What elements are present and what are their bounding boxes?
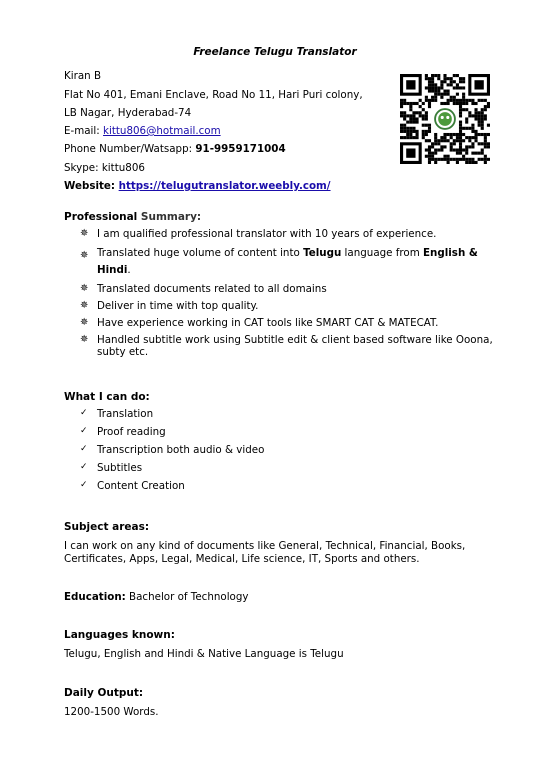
can-do-heading: What I can do:: [64, 391, 150, 403]
summary-heading: Professional Summary:: [64, 211, 202, 223]
phone-number: 91-9959171004: [195, 143, 286, 155]
list-item: ✵ Translated documents related to all domains: [80, 283, 327, 295]
list-item: ✓ Subtitles: [80, 462, 143, 474]
list-item: ✓ Translation: [80, 408, 154, 420]
list-item: ✓ Transcription both audio & video: [80, 444, 265, 456]
asterisk-bullet-icon: ✵: [80, 250, 89, 261]
checkmark-icon: ✓: [80, 408, 88, 418]
asterisk-bullet-icon: ✵: [80, 283, 89, 294]
asterisk-bullet-icon: ✵: [80, 228, 89, 239]
page-title: Freelance Telugu Translator: [193, 46, 357, 58]
languages-heading: Languages known:: [64, 629, 175, 641]
phone-line: [64, 143, 286, 155]
asterisk-bullet-icon: ✵: [80, 300, 89, 311]
list-item: ✓ Proof reading: [80, 426, 166, 438]
summary-list: [64, 228, 493, 358]
website-link[interactable]: https://telugutranslator.weebly.com/: [118, 180, 331, 192]
list-item: ✓ Content Creation: [80, 480, 185, 492]
list-item: ✵ Handled subtitle work using Subtitle edit & client based software like Ooona, subty etc.: [80, 334, 493, 358]
list-item: ✵ I am qualified professional translator with 10 years of experience.: [80, 228, 437, 240]
subject-text: I can work on any kind of documents like General, Technical, Financial, Books, Certificates, Apps, Legal, Medical, Life science, IT, Sports and others.: [64, 540, 466, 565]
education-value: Bachelor of Technology: [129, 591, 249, 603]
output-value: 1200-1500 Words.: [64, 706, 159, 718]
address-line-2: LB Nagar, Hyderabad-74: [64, 107, 192, 119]
asterisk-bullet-icon: ✵: [80, 317, 89, 328]
skype-line: Skype: kittu806: [64, 162, 145, 174]
contact-name: Kiran B: [64, 70, 102, 82]
asterisk-bullet-icon: ✵: [80, 334, 89, 345]
email-link[interactable]: kittu806@hotmail.com: [103, 125, 221, 137]
checkmark-icon: ✓: [80, 444, 88, 454]
email-label: E-mail:: [64, 125, 104, 137]
address-line-1: Flat No 401, Emani Enclave, Road No 11, Hari Puri colony,: [64, 89, 363, 101]
subject-heading: Subject areas:: [64, 521, 150, 533]
checkmark-icon: ✓: [80, 462, 88, 472]
list-item: ✵ Deliver in time with top quality.: [80, 300, 259, 312]
languages-value: Telugu, English and Hindi & Native Language is Telugu: [64, 648, 344, 660]
email-line: [64, 125, 221, 137]
output-heading: Daily Output:: [64, 687, 144, 699]
education-line: [64, 591, 249, 603]
can-do-list: [64, 408, 264, 492]
education-heading: Education:: [64, 591, 126, 603]
list-item: ✵ Have experience working in CAT tools like SMART CAT & MATECAT.: [80, 317, 439, 329]
phone-label: Phone Number/Watsapp:: [64, 143, 196, 155]
website-label: Website:: [64, 180, 119, 192]
website-line: [64, 180, 331, 192]
checkmark-icon: ✓: [80, 480, 88, 490]
list-item: ✵ Translated huge volume of content into Telugu language from English & Hindi.: [80, 247, 478, 276]
qr-code-icon: [400, 74, 490, 164]
checkmark-icon: ✓: [80, 426, 88, 436]
